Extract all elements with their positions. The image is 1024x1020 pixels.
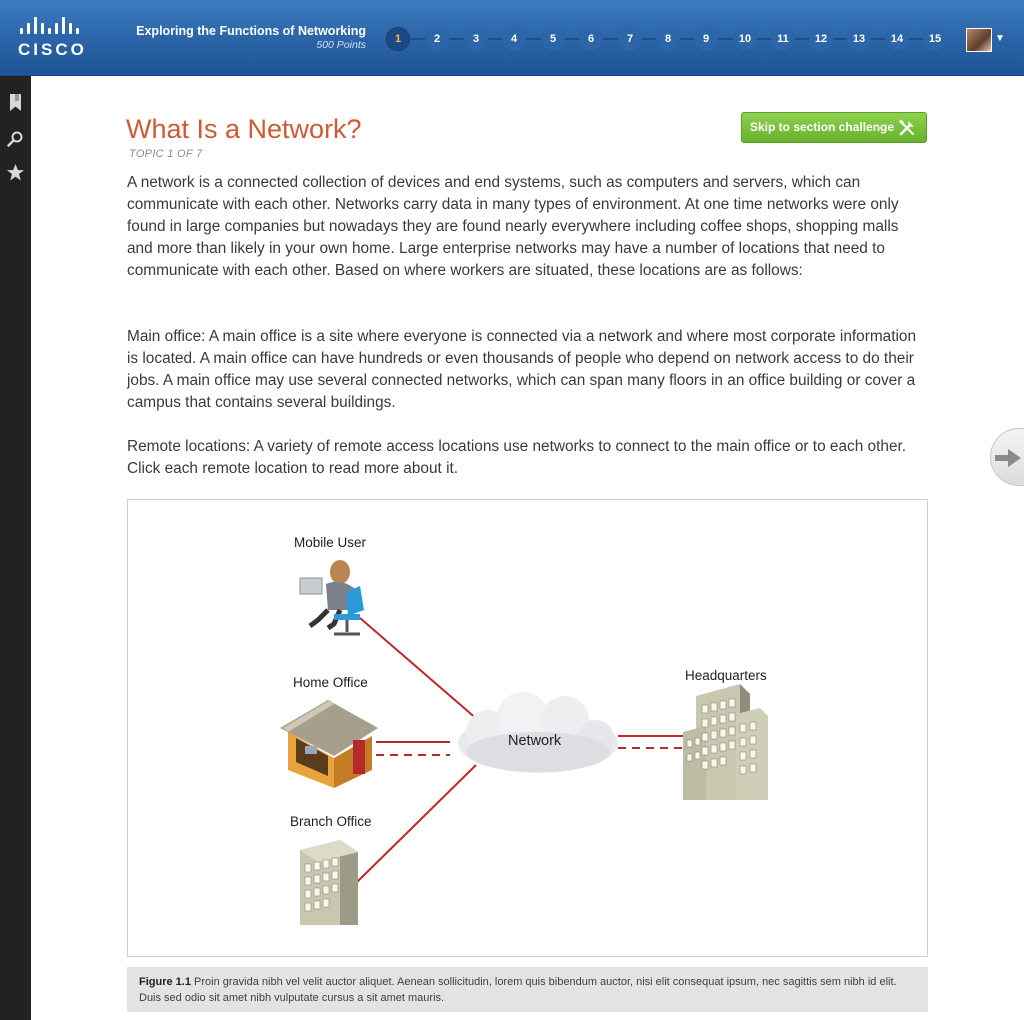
star-icon[interactable] — [6, 163, 25, 182]
step-6[interactable]: 6 — [579, 27, 603, 51]
logo-wordmark: CISCO — [18, 40, 87, 59]
step-7[interactable]: 7 — [618, 27, 642, 51]
network-diagram — [127, 499, 928, 957]
headquarters-building-icon — [683, 684, 768, 800]
step-9[interactable]: 9 — [694, 27, 718, 51]
course-points: 500 Points — [316, 39, 366, 51]
chevron-down-icon[interactable]: ▼ — [995, 33, 1005, 44]
step-11[interactable]: 11 — [771, 27, 795, 51]
remote-locations-paragraph: Remote locations: A variety of remote access locations use networks to connect to the main office or to each other. Click each remote location to read more about it. — [127, 438, 907, 477]
side-toolbar — [0, 76, 31, 1020]
step-1[interactable]: 1 — [386, 27, 410, 51]
branch-office-label: Branch Office — [290, 814, 372, 829]
figure-caption — [127, 967, 928, 1012]
home-office-label: Home Office — [293, 675, 368, 690]
step-14[interactable]: 14 — [885, 27, 909, 51]
step-13[interactable]: 13 — [847, 27, 871, 51]
page-title: What Is a Network? — [126, 114, 362, 144]
cisco-logo[interactable] — [18, 16, 98, 60]
diagram-links — [128, 500, 927, 956]
topic-counter: TOPIC 1 OF 7 — [129, 148, 203, 160]
cisco-bars-icon — [18, 16, 98, 34]
tools-icon — [898, 119, 916, 137]
step-4[interactable]: 4 — [502, 27, 526, 51]
course-title: Exploring the Functions of Networking — [136, 24, 366, 38]
search-icon[interactable] — [6, 130, 25, 149]
avatar[interactable] — [966, 28, 992, 52]
next-page-button[interactable] — [990, 428, 1024, 486]
step-15[interactable]: 15 — [923, 27, 947, 51]
arrow-right-icon — [991, 445, 1024, 471]
headquarters-label: Headquarters — [685, 668, 767, 683]
step-8[interactable]: 8 — [656, 27, 680, 51]
header-bar — [0, 0, 1024, 76]
home-office-hotspot[interactable] — [278, 695, 378, 790]
step-2[interactable]: 2 — [425, 27, 449, 51]
step-10[interactable]: 10 — [733, 27, 757, 51]
course-info — [110, 24, 366, 51]
intro-paragraph: A network is a connected collection of devices and end systems, such as computers and servers, which can communicate with each other. Networks carry data in many types of environment. At one time networks were only found in large companies but nowadays they are found nearly everywhere including coffee shops, shopping malls and more than likely in your own home. Large enterprise networks may have a number of locations that need to communicate with each other. Based on where workers are situated, these locations are as follows: — [127, 174, 899, 279]
step-12[interactable]: 12 — [809, 27, 833, 51]
branch-office-hotspot[interactable] — [296, 835, 362, 930]
network-label: Network — [508, 733, 562, 749]
step-3[interactable]: 3 — [464, 27, 488, 51]
figure-caption-label: Figure 1.1 — [139, 976, 191, 988]
mobile-user-label: Mobile User — [294, 535, 367, 550]
skip-to-challenge-button[interactable] — [741, 112, 927, 143]
mobile-user-hotspot[interactable] — [288, 550, 378, 640]
bookmark-icon[interactable] — [6, 93, 25, 112]
figure-caption-text: Proin gravida nibh vel velit auctor aliquet. Aenean sollicitudin, lorem quis bibendum auctor, nisi elit consequat ipsum, nec sagittis sem nibh id elit. Duis sed odio sit amet nibh vulputate cursus a sit amet mauris. — [139, 976, 897, 1004]
main-office-paragraph: Main office: A main office is a site where everyone is connected via a network and where most corporate information is located. A main office can have hundreds or even thousands of people who depend on network access to do their jobs. A main office may use several connected networks, which can span many floors in an office building or cover a campus that contains several buildings. — [127, 328, 917, 411]
skip-button-label: Skip to section challenge — [750, 120, 895, 134]
step-5[interactable]: 5 — [541, 27, 565, 51]
